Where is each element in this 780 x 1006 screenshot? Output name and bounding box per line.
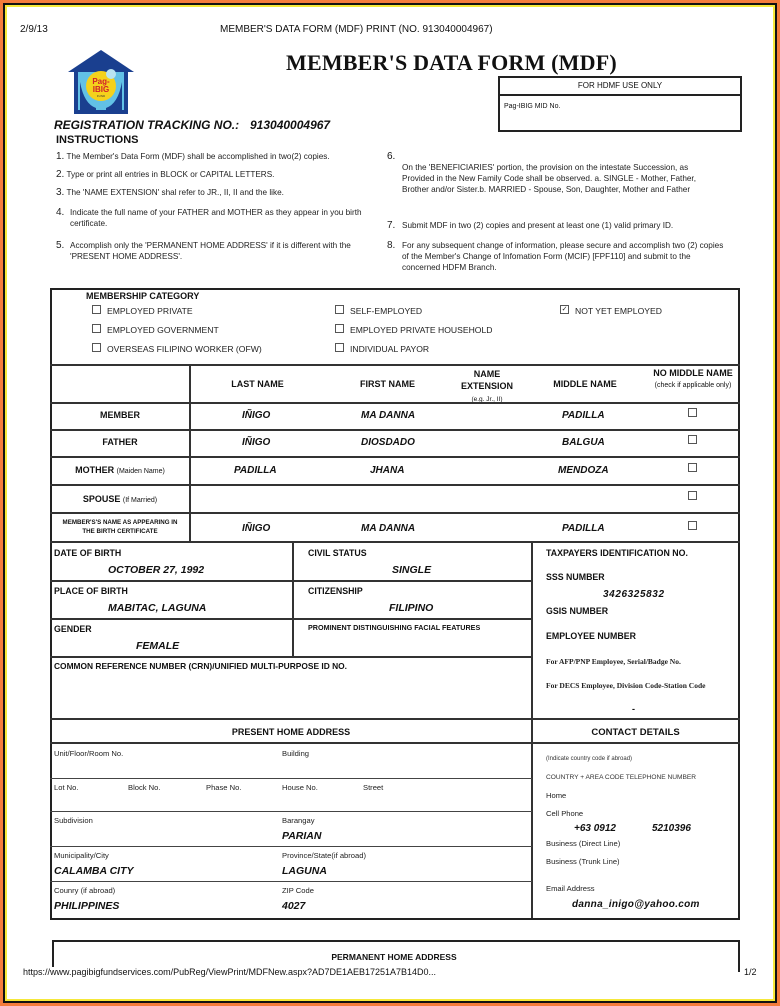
barangay-value[interactable]: PARIAN [282, 830, 322, 842]
registration-tracking-label: REGISTRATION TRACKING NO.: [54, 118, 240, 132]
divider [50, 484, 740, 486]
membership-category-heading: MEMBERSHIP CATEGORY [86, 291, 200, 301]
citizenship-value[interactable]: FILIPINO [389, 602, 434, 614]
gender-value[interactable]: FEMALE [136, 640, 180, 652]
citizenship-label: CITIZENSHIP [308, 586, 363, 596]
svg-text:Pag-: Pag- [92, 77, 110, 86]
row-label-spouse: SPOUSE (If Married) [82, 494, 158, 504]
instruction-4: 4. Indicate the full name of your FATHER and MOTHER as they appear in you birth certificate. [56, 207, 362, 228]
permanent-address-heading: PERMANENT HOME ADDRESS [331, 952, 457, 962]
category-ofw[interactable]: OVERSEAS FILIPINO WORKER (OFW) [92, 344, 262, 354]
street-label: Street [363, 783, 384, 792]
checkbox-ofw[interactable] [92, 343, 101, 352]
print-title: MEMBER'S DATA FORM (MDF) PRINT (NO. 913040004967) [220, 24, 493, 35]
mother-last-name[interactable]: PADILLA [234, 465, 277, 476]
row-label-mother: MOTHER (Maiden Name) [75, 465, 165, 475]
checkbox-employed-private[interactable] [92, 305, 101, 314]
contact-details-heading: CONTACT DETAILS [591, 727, 680, 738]
col-middle-name: MIDDLE NAME [553, 379, 617, 389]
home-phone-label: Home [546, 791, 567, 800]
instruction-8: 8. For any subsequent change of information, please secure and accomplish two (2) copies of the Member's Change of Infomation Form (MCIF) [FPF110] and submit to the concerned HDFM Branch. [387, 240, 724, 272]
cell-phone-number[interactable]: 5210396 [652, 823, 691, 834]
member-first-name[interactable]: MA DANNA [361, 410, 416, 421]
checkbox-birthcert-no-middle-name[interactable] [688, 521, 697, 530]
checkbox-member-no-middle-name[interactable] [688, 408, 697, 417]
print-page-number: 1/2 [744, 967, 757, 977]
svg-text:IBIG: IBIG [92, 85, 110, 94]
dob-label: DATE OF BIRTH [54, 548, 122, 558]
category-not-yet-employed[interactable]: ✓ NOT YET EMPLOYED [561, 306, 662, 316]
zip-label: ZIP Code [282, 886, 314, 895]
province-label: Province/State(if abroad) [282, 851, 366, 860]
father-middle-name[interactable]: BALGUA [562, 437, 605, 448]
gsis-label: GSIS NUMBER [546, 606, 609, 616]
country-value[interactable]: PHILIPPINES [54, 900, 120, 912]
birthcert-last-name[interactable]: IÑIGO [242, 523, 271, 534]
email-value[interactable]: danna_inigo@yahoo.com [572, 899, 700, 910]
mother-first-name[interactable]: JHANA [370, 465, 405, 476]
registration-tracking-number: 913040004967 [250, 118, 331, 132]
checkbox-individual-payor[interactable] [335, 343, 344, 352]
province-value[interactable]: LAGUNA [282, 865, 327, 877]
category-individual-payor[interactable]: INDIVIDUAL PAYOR [335, 344, 429, 354]
hdmf-box-header: FOR HDMF USE ONLY [500, 78, 740, 96]
divider [50, 512, 740, 514]
instruction-5: 5. Accomplish only the 'PERMANENT HOME ADDRESS' if it is different with the 'PRESENT HOME ADDRESS'. [56, 240, 351, 261]
city-label: Municipality/City [54, 851, 109, 860]
divider [189, 364, 191, 542]
divider [50, 742, 740, 744]
instruction-6: On the 'BENEFICIARIES' portion, the provision on the intestate Succession, as Provided in the New Family Code shall be observed. a. SINGLE - Mother, Father, Brother and/or Sister.b. MARRIED - Spouse, Son, Daughter, Mother and Father [402, 163, 696, 194]
sss-label: SSS NUMBER [546, 572, 605, 582]
divider [50, 456, 740, 458]
instruction-2: 2. Type or print all entries in BLOCK or CAPITAL LETTERS. [56, 169, 275, 180]
divider [50, 580, 532, 582]
divider [50, 618, 532, 620]
checkbox-employed-government[interactable] [92, 324, 101, 333]
instruction-1: 1. The Member's Data Form (MDF) shall be accomplished in two(2) copies. [56, 151, 330, 162]
subdivision-label: Subdivision [54, 816, 93, 825]
col-first-name: FIRST NAME [360, 379, 415, 389]
divider [50, 656, 532, 658]
instruction-7: 7. Submit MDF in two (2) copies and present at least one (1) valid primary ID. [387, 220, 674, 231]
hdmf-use-only-box [498, 76, 742, 132]
divider [50, 811, 532, 812]
category-employed-private[interactable]: EMPLOYED PRIVATE [92, 306, 193, 316]
pob-label: PLACE OF BIRTH [54, 586, 128, 596]
category-self-employed[interactable]: SELF-EMPLOYED [335, 306, 422, 316]
divider [50, 429, 740, 431]
category-employed-private-household[interactable]: EMPLOYED PRIVATE HOUSEHOLD [335, 325, 492, 335]
divider [50, 778, 532, 779]
col-last-name: LAST NAME [231, 379, 284, 389]
checkbox-father-no-middle-name[interactable] [688, 435, 697, 444]
sss-value[interactable]: 3426325832 [603, 589, 665, 600]
checkbox-not-yet-employed-checked[interactable]: ✓ [561, 306, 568, 314]
print-date: 2/9/13 [20, 24, 48, 35]
member-last-name[interactable]: IÑIGO [242, 410, 271, 421]
civil-status-label: CIVIL STATUS [308, 548, 367, 558]
checkbox-self-employed[interactable] [335, 305, 344, 314]
cell-phone-code[interactable]: +63 0912 [574, 823, 616, 834]
block-label: Block No. [128, 783, 161, 792]
email-label: Email Address [546, 884, 595, 893]
divider [50, 364, 740, 366]
employee-number-label: EMPLOYEE NUMBER [546, 631, 636, 641]
lot-label: Lot No. [54, 783, 79, 792]
phase-label: Phase No. [206, 783, 242, 792]
business-trunk-label: Business (Trunk Line) [546, 857, 620, 866]
pob-value[interactable]: MABITAC, LAGUNA [108, 602, 207, 614]
divider [50, 846, 532, 847]
checkbox-mother-no-middle-name[interactable] [688, 463, 697, 472]
row-label-member: MEMBER [100, 410, 140, 420]
pag-ibig-logo [66, 48, 136, 116]
category-employed-government[interactable]: EMPLOYED GOVERNMENT [92, 325, 219, 335]
father-last-name[interactable]: IÑIGO [242, 437, 271, 448]
country-code-note: (Indicate country code if abroad) [546, 756, 633, 762]
gender-label: GENDER [54, 624, 92, 634]
civil-status-value[interactable]: SINGLE [392, 564, 432, 576]
country-label: Counry (if abroad) [54, 886, 116, 895]
barangay-label: Barangay [282, 816, 315, 825]
pag-ibig-logo-icon [66, 48, 136, 116]
mother-middle-name[interactable]: MENDOZA [558, 465, 609, 476]
print-footer-url: https://www.pagibigfundservices.com/PubReg/ViewPrint/MDFNew.aspx?AD7DE1AEB17251A7B14D0... [23, 967, 437, 977]
divider [50, 402, 740, 404]
divider [50, 718, 740, 720]
svg-text:FUND: FUND [96, 94, 106, 98]
decs-label: For DECS Employee, Division Code-Station Code [546, 681, 706, 690]
col-no-middle-name: NO MIDDLE NAME (check if applicable only) [653, 368, 733, 389]
building-label: Building [282, 749, 310, 758]
instructions-heading: INSTRUCTIONS [56, 134, 139, 146]
business-direct-label: Business (Direct Line) [546, 839, 621, 848]
pag-ibig-mid-label: Pag-IBIG MID No. [504, 103, 561, 110]
divider [50, 881, 532, 882]
cell-phone-label: Cell Phone [546, 809, 584, 818]
col-name-extension: NAME EXTENSION (e.g. Jr., II) [460, 369, 513, 403]
present-address-heading: PRESENT HOME ADDRESS [231, 727, 351, 737]
phone-format-note: COUNTRY + AREA CODE TELEPHONE NUMBER [546, 774, 697, 781]
decs-value[interactable]: - [632, 704, 635, 714]
unit-label: Unit/Floor/Room No. [54, 749, 124, 758]
form-title: MEMBER'S DATA FORM (MDF) [286, 50, 617, 75]
checkbox-spouse-no-middle-name[interactable] [688, 491, 697, 500]
birthcert-middle-name[interactable]: PADILLA [562, 523, 605, 534]
tin-label: TAXPAYERS IDENTIFICATION NO. [546, 548, 688, 558]
facial-features-label: PROMINENT DISTINGUISHING FACIAL FEATURES [308, 623, 481, 632]
checkbox-employed-private-household[interactable] [335, 324, 344, 333]
instruction-6-number: 6. [387, 151, 396, 162]
zip-value[interactable]: 4027 [282, 900, 306, 912]
father-first-name[interactable]: DIOSDADO [361, 437, 415, 448]
city-value[interactable]: CALAMBA CITY [54, 865, 134, 877]
afp-pnp-label: For AFP/PNP Employee, Serial/Badge No. [546, 657, 681, 666]
birthcert-first-name[interactable]: MA DANNA [361, 523, 416, 534]
house-label: House No. [282, 783, 318, 792]
row-label-birth-certificate-name: MEMBER'S'S NAME AS APPEARING IN THE BIRTH CERTIFICATE [62, 519, 178, 535]
crn-label: COMMON REFERENCE NUMBER (CRN)/UNIFIED MULTI-PURPOSE ID NO. [54, 661, 347, 671]
divider [292, 541, 294, 657]
row-label-father: FATHER [102, 437, 138, 447]
instruction-3: 3. The 'NAME EXTENSION' shal refer to JR., II, II and the like. [56, 187, 284, 198]
dob-value[interactable]: OCTOBER 27, 1992 [108, 564, 205, 576]
member-middle-name[interactable]: PADILLA [562, 410, 605, 421]
divider [50, 541, 740, 543]
